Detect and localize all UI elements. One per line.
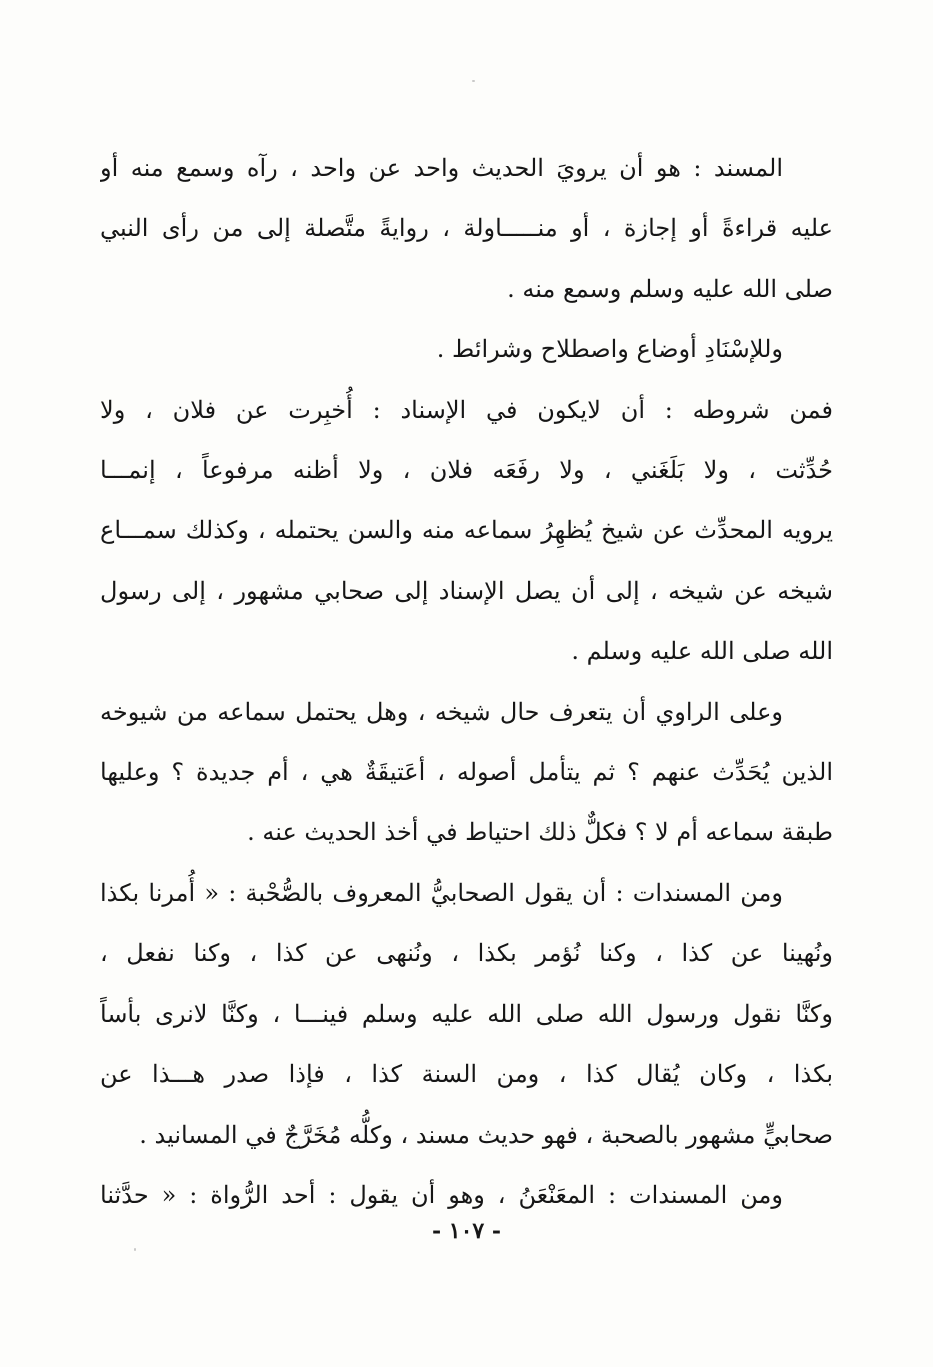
text-line: الذين يُحَدِّث عنهم ؟ ثم يتأمل أصوله ، أعَتيقَةٌ هي ، أم جديدة ؟ وعليها [100,758,833,787]
text-line: حُدِّثت ، ولا بَلَغَني ، ولا رفَعَه فلان ، ولا أظنه مرفوعاً ، إنمـــا [100,456,833,485]
page-number: - ١٠٧ - [431,1218,502,1244]
text-line: وكنَّا نقول ورسول الله صلى الله عليه وسلم فينـــا ، وكنَّا لانرى بأساً [100,999,833,1028]
text-line: وللإسْنَادِ أوضاع واصطلاح وشرائط . [436,335,783,364]
text-line: ومن المسندات : أن يقول الصحابيُّ المعروف بالصُّحْبة : « أُمرنا بكذا [100,878,783,907]
text-line: صحابيٍّ مشهور بالصحبة ، فهو حديث مسند ، وكلُّه مُخَرَّجٌ في المسانيد . [139,1120,833,1149]
text-line: بكذا ، وكان يُقال كذا ، ومن السنة كذا ، فإذا صدر هـــذا عن [100,1060,833,1089]
text-line: شيخه عن شيخه ، إلى أن يصل الإسناد إلى صحابي مشهور ، إلى رسول [100,576,833,605]
scan-speck [134,1248,136,1251]
text-line: يرويه المحدِّث عن شيخ يُظهِرُ سماعه منه والسن يحتمله ، وكذلك سمـــاع [100,516,833,545]
text-line: الله صلى الله عليه وسلم . [571,637,833,666]
text-line: ومن المسندات : المعَنْعَنُ ، وهو أن يقول : أحد الرُّواة : « حدَّثنا [100,1180,783,1209]
body-text [100,138,833,1225]
text-line: عليه قراءةً أو إجازة ، أو منـــــاولة ، روايةً متَّصلة إلى من رأى النبي [100,214,833,243]
text-line: فمن شروطه : أن لايكون في الإسناد : أُخبِرت عن فلان ، ولا [100,395,833,424]
text-line: وعلى الراوي أن يتعرف حال شيخه ، وهل يحتمل سماعه من شيوخه [100,697,783,726]
text-line: ونُهينا عن كذا ، وكنا نُؤمر بكذا ، ونُنهى عن كذا ، وكنا نفعل ، [100,939,833,968]
text-line: طبقة سماعه أم لا ؟ فكلٌّ ذلك احتياط في أخذ الحديث عنه . [247,818,833,847]
text-line: المسند : هو أن يرويَ الحديث واحد عن واحد ، رآه وسمع منه أو [100,154,783,182]
scan-speck [472,80,475,82]
text-line: صلى الله عليه وسلم وسمع منه . [507,274,833,303]
